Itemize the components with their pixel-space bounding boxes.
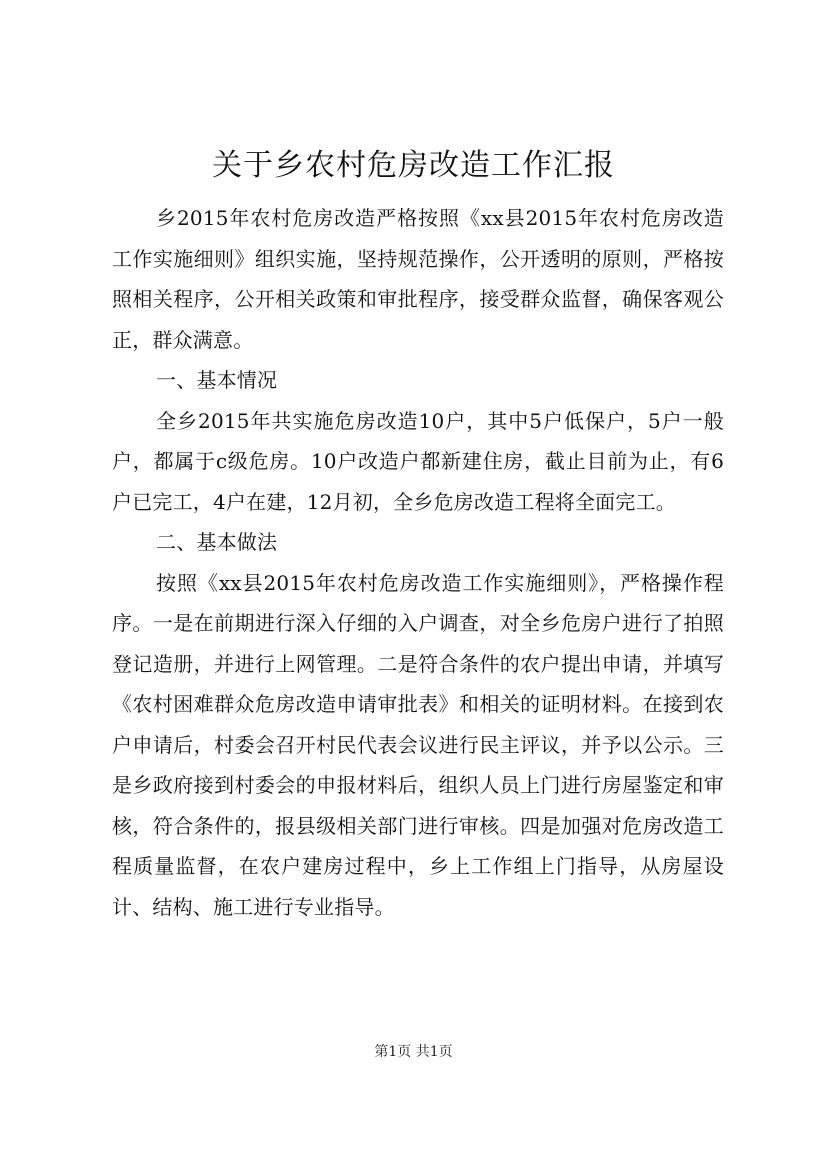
page-footer: 第1页 共1页 <box>374 1044 453 1060</box>
paragraph-basic-situation: 全乡2015年共实施危房改造10户，其中5户低保户，5户一般户，都属于c级危房。10户改造户都新建住房，截止目前为止，有6户已完工，4户在建，12月初，全乡危房改造工程将全面完工。 <box>112 408 724 514</box>
document-title: 关于乡农村危房改造工作汇报 <box>212 148 615 183</box>
paragraph-intro: 乡2015年农村危房改造严格按照《xx县2015年农村危房改造工作实施细则》组织实施，坚持规范操作，公开透明的原则，严格按照相关程序，公开相关政策和审批程序，接受群众监督，确保客观公正，群众满意。 <box>112 206 724 352</box>
document-body <box>112 198 724 927</box>
section-heading-basic-practices: 二、基本做法 <box>156 530 278 554</box>
section-heading-basic-situation: 一、基本情况 <box>156 368 278 392</box>
paragraph-basic-practices: 按照《xx县2015年农村危房改造工作实施细则》，严格操作程序。一是在前期进行深入仔细的入户调查，对全乡危房户进行了拍照登记造册，并进行上网管理。二是符合条件的农户提出申请，并填写《农村困难群众危房改造申请审批表》和相关的证明材料。在接到农户申请后，村委会召开村民代表会议进行民主评议，并予以公示。三是乡政府接到村委会的申报材料后，组织人员上门进行房屋鉴定和审核，符合条件的，报县级相关部门进行审核。四是加强对危房改造工程质量监督，在农户建房过程中，乡上工作组上门指导，从房屋设计、结构、施工进行专业指导。 <box>112 570 724 919</box>
